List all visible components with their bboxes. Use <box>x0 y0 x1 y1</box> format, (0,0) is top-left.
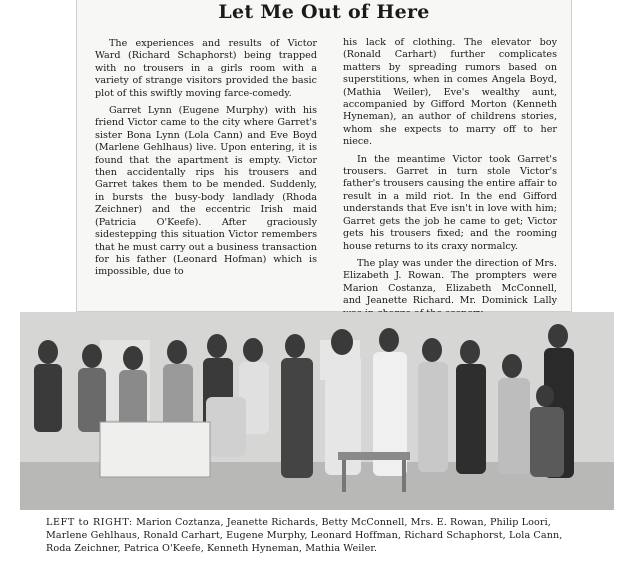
article-right-column <box>343 37 557 325</box>
article-paragraph: The experiences and results of Victor Ward (Richard Schaphorst) being trapped with no trousers in a girls room with a variety of strange visitors provided the basic plot of this swiftly moving farce-comedy. <box>95 38 317 99</box>
cast-photo <box>20 312 614 510</box>
article-paragraph: In the meantime Victor took Garret's trousers. Garret in turn stole Victor's father's trousers causing the entire affair to result in a mild riot. In the end Gifford understands that Eve isn't in love with him; Garret gets the job he came to get; Victor gets his trousers fixed; and the rooming house returns to its craxy normalcy. <box>343 153 557 252</box>
photo-caption <box>46 516 586 555</box>
article-clipping <box>76 0 572 312</box>
article-paragraph: The play was under the direction of Mrs. Elizabeth J. Rowan. The prompters were Marion Costanza, Elizabeth McConnell, and Jeanette Richard. Mr. Dominick Lally <box>343 257 557 307</box>
cast-photo-illustration <box>20 312 614 510</box>
article-paragraph-continued: his lack of clothing. The elevator boy (Ronald Carhart) further complicates matters by spreading rumors based on superstitions, when in comes Angela Boyd, (Mathia Weiler), Eve's wealthy aunt, accompanied by Gifford Morton (Kenneth Hyneman), an author of childrens stories, whom she expects to marry off to her niece. <box>343 37 557 148</box>
article-left-column <box>95 38 317 284</box>
article-title: Let Me Out of Here <box>218 1 430 23</box>
caption-names: Marion Coztanza, Jeanette Richards, Betty McConnell, Mrs. E. Rowan, Philip Loori, Marlene Gehlhaus, Ronald Carhart, Eugene Murphy, Leonard Hoffman, Richard Schaphorst, Lola Cann, Roda Zeichner, Patrica O'Keefe, Kenneth Hyneman, Mathia Weiler. <box>46 517 563 554</box>
article-paragraph: Garret Lynn (Eugene Murphy) with his friend Victor came to the city where Garret's sister Bona Lynn (Lola Cann) and Eve Boyd (Marlene Gehlhaus) live. Upon entering, it is found that the apartment is empty. Victor then accidentally rips his trousers and Garret takes them to be mended. Suddenly, in bursts the busy-body landlady (Rhoda Zeichner) and the eccentric Irish maid (Patricia O'Keefe). After graciously sidestepping this situation Victor remembers that he must carry out a business transaction for his father (Leonard Hofman) which is impossible, due to <box>95 105 317 278</box>
caption-label: LEFT to RIGHT: <box>46 517 133 528</box>
